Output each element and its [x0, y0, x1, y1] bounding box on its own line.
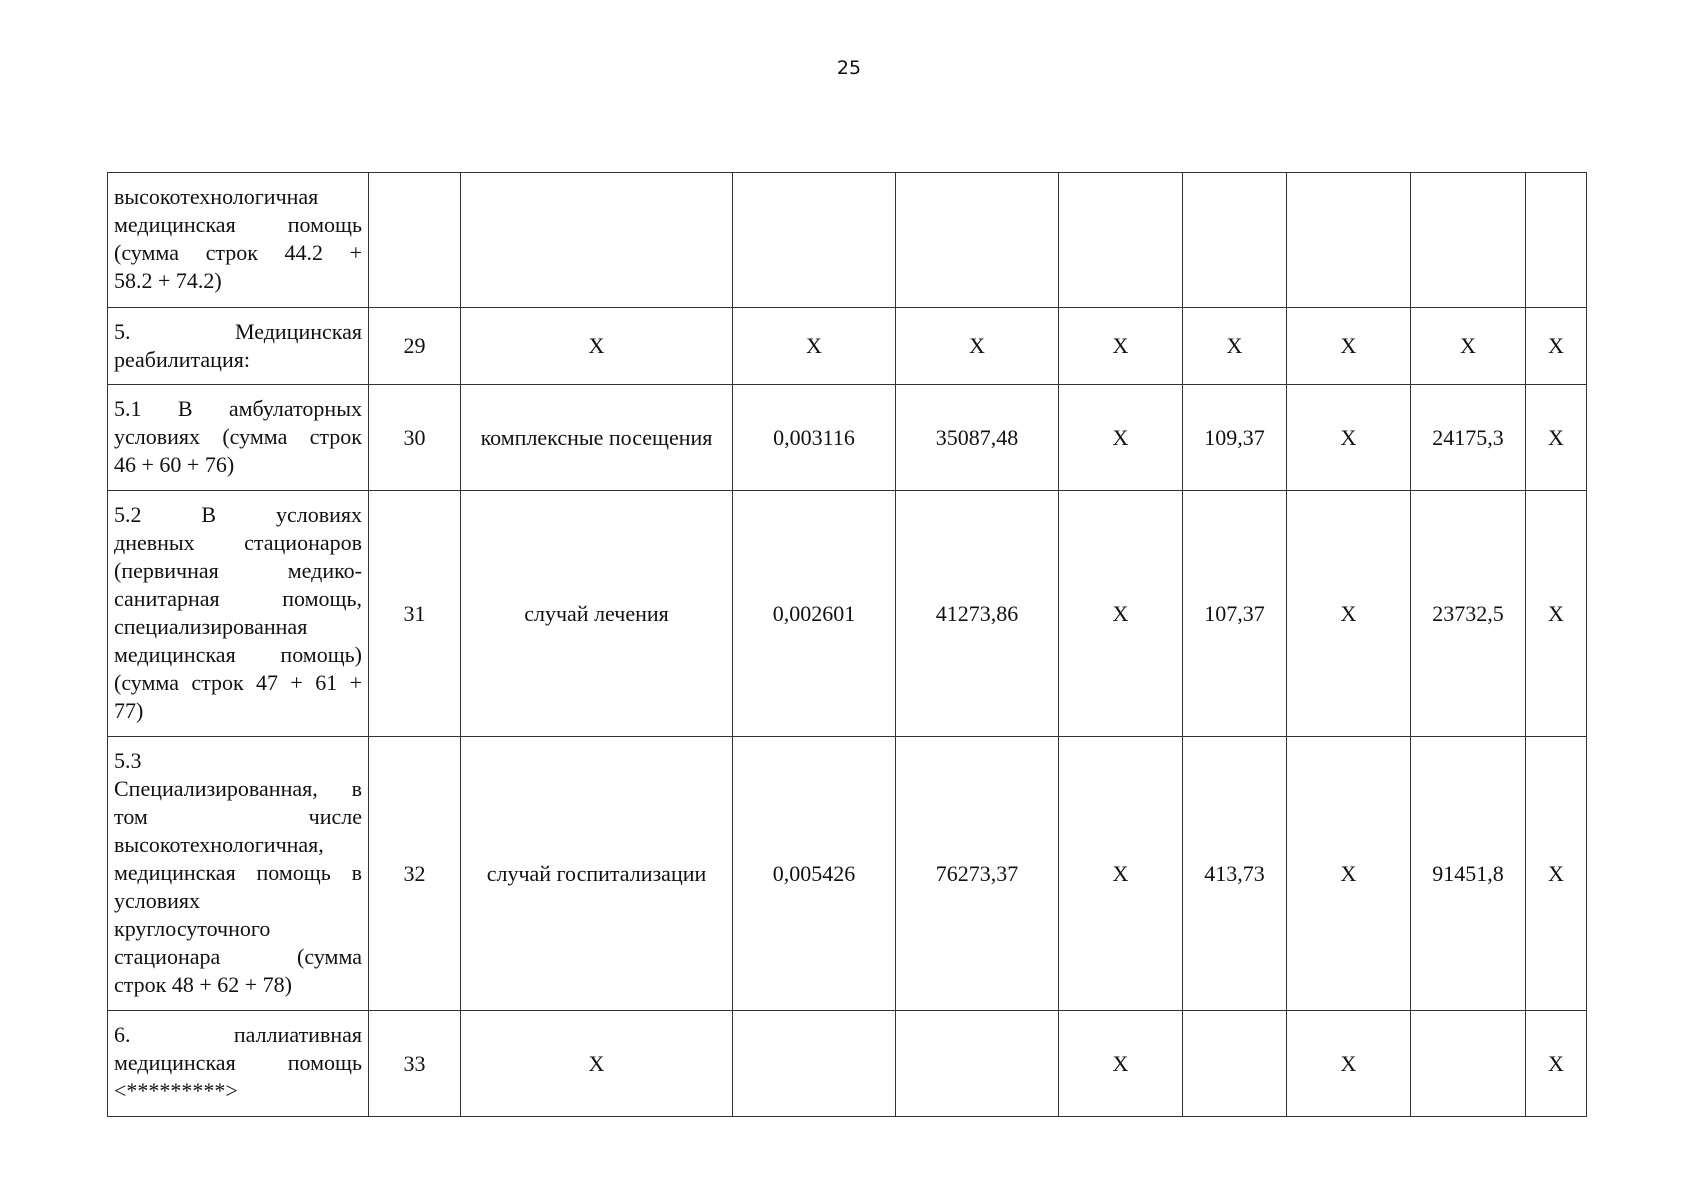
- table-cell: 76273,37: [896, 737, 1059, 1011]
- table-row: [108, 737, 1587, 1011]
- table-cell: Х: [1526, 1011, 1587, 1117]
- row-name-cell: [108, 737, 369, 1011]
- data-table: [107, 172, 1587, 1117]
- row-number-cell: [369, 173, 461, 308]
- row-name-line: медицинская помощь в: [114, 860, 362, 885]
- row-name-line: <*********>: [114, 1078, 238, 1103]
- table-cell: случай лечения: [461, 491, 733, 737]
- table-row: [108, 173, 1587, 308]
- row-name-line: стационара (сумма: [114, 944, 362, 969]
- table-cell: 23732,5: [1411, 491, 1526, 737]
- table-row: [108, 491, 1587, 737]
- row-name-line: специализированная: [114, 614, 308, 639]
- table-cell: Х: [1287, 1011, 1411, 1117]
- table-cell: Х: [1287, 491, 1411, 737]
- table-cell: [1059, 173, 1183, 308]
- row-name-line: 46 + 60 + 76): [114, 452, 235, 477]
- row-name-line: медицинская помощь: [114, 1050, 362, 1075]
- row-name-line: (сумма строк 47 + 61 +: [114, 670, 362, 695]
- table-cell: [1183, 173, 1287, 308]
- row-number-cell: 29: [369, 308, 461, 385]
- row-name-line: условиях: [114, 888, 201, 913]
- table-cell: комплексные посещения: [461, 385, 733, 491]
- table-cell: Х: [1059, 737, 1183, 1011]
- table-cell: 413,73: [1183, 737, 1287, 1011]
- row-name-cell: [108, 173, 369, 308]
- row-name-line: 5.3: [114, 748, 142, 773]
- row-number-cell: 31: [369, 491, 461, 737]
- row-name-line: том числе: [114, 804, 362, 829]
- table-cell: Х: [1411, 308, 1526, 385]
- table-cell: 0,003116: [733, 385, 896, 491]
- row-name-line: 5.2 В условиях: [114, 502, 362, 527]
- page-number: 25: [836, 57, 862, 79]
- row-name-line: круглосуточного: [114, 916, 271, 941]
- table-cell: Х: [1059, 308, 1183, 385]
- table-cell: Х: [1526, 491, 1587, 737]
- row-name-line: (первичная медико-: [114, 558, 362, 583]
- table-cell: Х: [896, 308, 1059, 385]
- row-name-line: санитарная помощь,: [114, 586, 362, 611]
- row-name-line: 5. Медицинская: [114, 319, 362, 344]
- table-cell: Х: [1526, 737, 1587, 1011]
- table-cell: Х: [1059, 1011, 1183, 1117]
- table-cell: Х: [1287, 737, 1411, 1011]
- table-cell: Х: [1526, 308, 1587, 385]
- row-name-line: строк 48 + 62 + 78): [114, 972, 292, 997]
- table-cell: [896, 173, 1059, 308]
- table-cell: [1526, 173, 1587, 308]
- table-cell: Х: [1287, 385, 1411, 491]
- table-cell: Х: [1287, 308, 1411, 385]
- table-row: [108, 385, 1587, 491]
- table-cell: [896, 1011, 1059, 1117]
- row-name-cell: [108, 385, 369, 491]
- table-cell: Х: [461, 1011, 733, 1117]
- row-name-line: реабилитация:: [114, 347, 250, 372]
- table-cell: Х: [1526, 385, 1587, 491]
- table-cell: Х: [1059, 385, 1183, 491]
- table-cell: [1183, 1011, 1287, 1117]
- row-name-line: 77): [114, 698, 144, 723]
- row-name-line: дневных стационаров: [114, 530, 362, 555]
- table-cell: Х: [461, 308, 733, 385]
- table-cell: Х: [733, 308, 896, 385]
- row-name-cell: [108, 1011, 369, 1117]
- table-row: [108, 1011, 1587, 1117]
- row-name-line: высокотехнологичная: [114, 184, 319, 209]
- table-cell: 35087,48: [896, 385, 1059, 491]
- table-cell: 109,37: [1183, 385, 1287, 491]
- table-cell: случай госпитализации: [461, 737, 733, 1011]
- row-name-line: Специализированная, в: [114, 776, 362, 801]
- row-name-line: медицинская помощь: [114, 212, 362, 237]
- table-cell: [1411, 173, 1526, 308]
- table-cell: [1287, 173, 1411, 308]
- row-name-line: высокотехнологичная,: [114, 832, 324, 857]
- row-name-line: медицинская помощь): [114, 642, 362, 667]
- table-row: [108, 308, 1587, 385]
- row-number-cell: 32: [369, 737, 461, 1011]
- table-cell: [733, 1011, 896, 1117]
- table-cell: 0,002601: [733, 491, 896, 737]
- row-number-cell: 33: [369, 1011, 461, 1117]
- row-name-cell: [108, 308, 369, 385]
- table-cell: Х: [1183, 308, 1287, 385]
- row-name-line: 6. паллиативная: [114, 1022, 362, 1047]
- row-name-cell: [108, 491, 369, 737]
- table-cell: 41273,86: [896, 491, 1059, 737]
- table-cell: 0,005426: [733, 737, 896, 1011]
- row-name-line: условиях (сумма строк: [114, 424, 362, 449]
- table-cell: 107,37: [1183, 491, 1287, 737]
- row-name-line: 5.1 В амбулаторных: [114, 396, 362, 421]
- table-cell: [1411, 1011, 1526, 1117]
- table-cell: [461, 173, 733, 308]
- row-name-line: 58.2 + 74.2): [114, 268, 222, 293]
- table-cell: Х: [1059, 491, 1183, 737]
- row-name-line: (сумма строк 44.2 +: [114, 240, 362, 265]
- row-number-cell: 30: [369, 385, 461, 491]
- table-cell: [733, 173, 896, 308]
- table-cell: 91451,8: [1411, 737, 1526, 1011]
- table-cell: 24175,3: [1411, 385, 1526, 491]
